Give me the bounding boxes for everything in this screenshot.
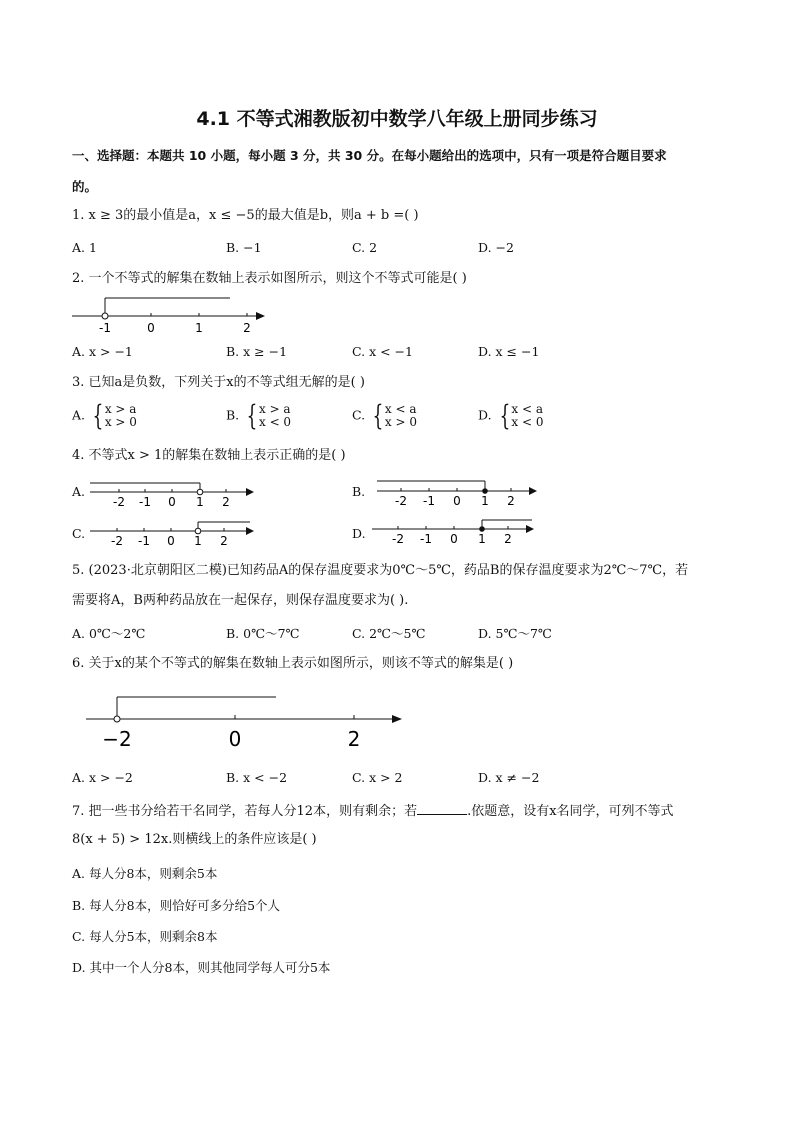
q2-option-a: A. x > −1 (72, 344, 133, 359)
q2-option-c: C. x < −1 (352, 344, 413, 359)
tick-label: 2 (347, 727, 361, 751)
q6-number-line (84, 688, 406, 752)
q1-stem: 1. x ≥ 3的最小值是a，x ≤ −5的最大值是b，则a + b =( ) (72, 208, 419, 223)
q4-option-c-number-line (88, 514, 258, 560)
q2-option-d: D. x ≤ −1 (478, 344, 540, 359)
tick-label: -2 (113, 495, 125, 509)
q4-stem: 4. 不等式x > 1的解集在数轴上表示正确的是( ) (72, 448, 346, 463)
tick-label: −2 (102, 727, 132, 751)
axis-arrow (246, 527, 254, 535)
q5-stem-line2: 需要将A，B两种药品放在一起保存，则保存温度要求为( ). (72, 593, 409, 608)
q7-stem-line2: 8(x + 5) > 12x.则横线上的条件应该是( ) (72, 832, 317, 847)
q3-stem: 3. 已知a是负数，下列关于x的不等式组无解的是( ) (72, 375, 365, 390)
q3-option-a: A. { x > a x > 0 (72, 399, 137, 432)
open-point (114, 716, 120, 722)
tick-label: 1 (194, 534, 202, 548)
q6-option-c: C. x > 2 (352, 770, 403, 785)
q2-stem: 2. 一个不等式的解集在数轴上表示如图所示，则这个不等式可能是( ) (72, 271, 467, 286)
tick-label: 0 (147, 321, 155, 335)
q1-option-b: B. −1 (226, 240, 262, 255)
tick-label: 0 (453, 494, 461, 508)
tick-label: 1 (195, 321, 203, 335)
tick-label: 2 (504, 532, 512, 546)
q4-option-c-label: C. (72, 526, 86, 541)
q5-option-b: B. 0℃～7℃ (226, 626, 300, 641)
tick-label: 2 (222, 495, 230, 509)
q5-stem-line1: 5. (2023·北京朝阳区二模)已知药品A的保存温度要求为0℃～5℃，药品B的保存温度要求为2℃～7℃，若 (72, 563, 689, 578)
tick-label: -1 (99, 321, 111, 335)
tick-label: 1 (196, 495, 204, 509)
tick-label: -1 (420, 532, 432, 546)
q7-stem-line1: 7. 把一些书分给若干名同学，若每人分12本，则有剩余；若 .依题意，设有x名同学，可列不等式 (72, 804, 674, 819)
q4-option-a-label: A. (72, 484, 86, 499)
answer-blank (417, 802, 467, 815)
q4-option-d-label: D. (352, 526, 366, 541)
open-point (195, 528, 201, 534)
open-point (102, 313, 108, 319)
q7-option-d: D. 其中一个人分8本，则其他同学每人可分5本 (72, 960, 331, 975)
q1-option-a: A. 1 (72, 240, 97, 255)
q5-option-d: D. 5℃～7℃ (478, 626, 552, 641)
tick-label: 2 (220, 534, 228, 548)
section-instructions-line2: 的。 (72, 179, 98, 194)
tick-label: 2 (243, 321, 251, 335)
tick-label: 1 (481, 494, 489, 508)
q4-option-d-number-line (370, 514, 542, 560)
page-title: 4.1 不等式湘教版初中数学八年级上册同步练习 (196, 108, 598, 130)
q7-option-b: B. 每人分8本，则恰好可多分给5个人 (72, 898, 281, 913)
axis-arrow (529, 487, 537, 495)
section-instructions-line1: 一、选择题：本题共 10 小题，每小题 3 分，共 30 分。在每小题给出的选项中，只有一项是符合题目要求 (72, 148, 667, 163)
axis-arrow (526, 525, 534, 533)
tick-label: -2 (111, 534, 123, 548)
axis-arrow (392, 715, 402, 723)
q2-option-b: B. x ≥ −1 (226, 344, 288, 359)
q2-number-line (70, 295, 270, 335)
tick-label: 0 (228, 727, 242, 751)
tick-label: 0 (450, 532, 458, 546)
tick-label: 1 (478, 532, 486, 546)
q7-option-a: A. 每人分8本，则剩余5本 (72, 866, 218, 881)
q6-option-a: A. x > −2 (72, 770, 133, 785)
tick-label: -1 (138, 534, 150, 548)
q3-option-b: B. { x > a x < 0 (226, 399, 292, 432)
q1-option-c: C. 2 (352, 240, 378, 255)
tick-label: -2 (392, 532, 404, 546)
tick-label: 0 (167, 534, 175, 548)
tick-label: 0 (168, 495, 176, 509)
q5-option-c: C. 2℃～5℃ (352, 626, 426, 641)
q6-option-d: D. x ≠ −2 (478, 770, 540, 785)
open-point (197, 489, 203, 495)
axis-arrow (256, 312, 265, 320)
q6-stem: 6. 关于x的某个不等式的解集在数轴上表示如图所示，则该不等式的解集是( ) (72, 656, 514, 671)
axis-arrow (246, 488, 254, 496)
tick-label: -2 (395, 494, 407, 508)
q3-option-c: C. { x < a x > 0 (352, 399, 417, 432)
filled-point (482, 488, 488, 494)
filled-point (479, 526, 485, 532)
tick-label: -1 (139, 495, 151, 509)
q6-option-b: B. x < −2 (226, 770, 288, 785)
q3-option-d: D. { x < a x < 0 (478, 399, 544, 432)
q1-option-d: D. −2 (478, 240, 514, 255)
q5-option-a: A. 0℃～2℃ (72, 626, 146, 641)
tick-label: 2 (507, 494, 515, 508)
q7-option-c: C. 每人分5本，则剩余8本 (72, 929, 218, 944)
q4-option-b-label: B. (352, 484, 366, 499)
tick-label: -1 (423, 494, 435, 508)
